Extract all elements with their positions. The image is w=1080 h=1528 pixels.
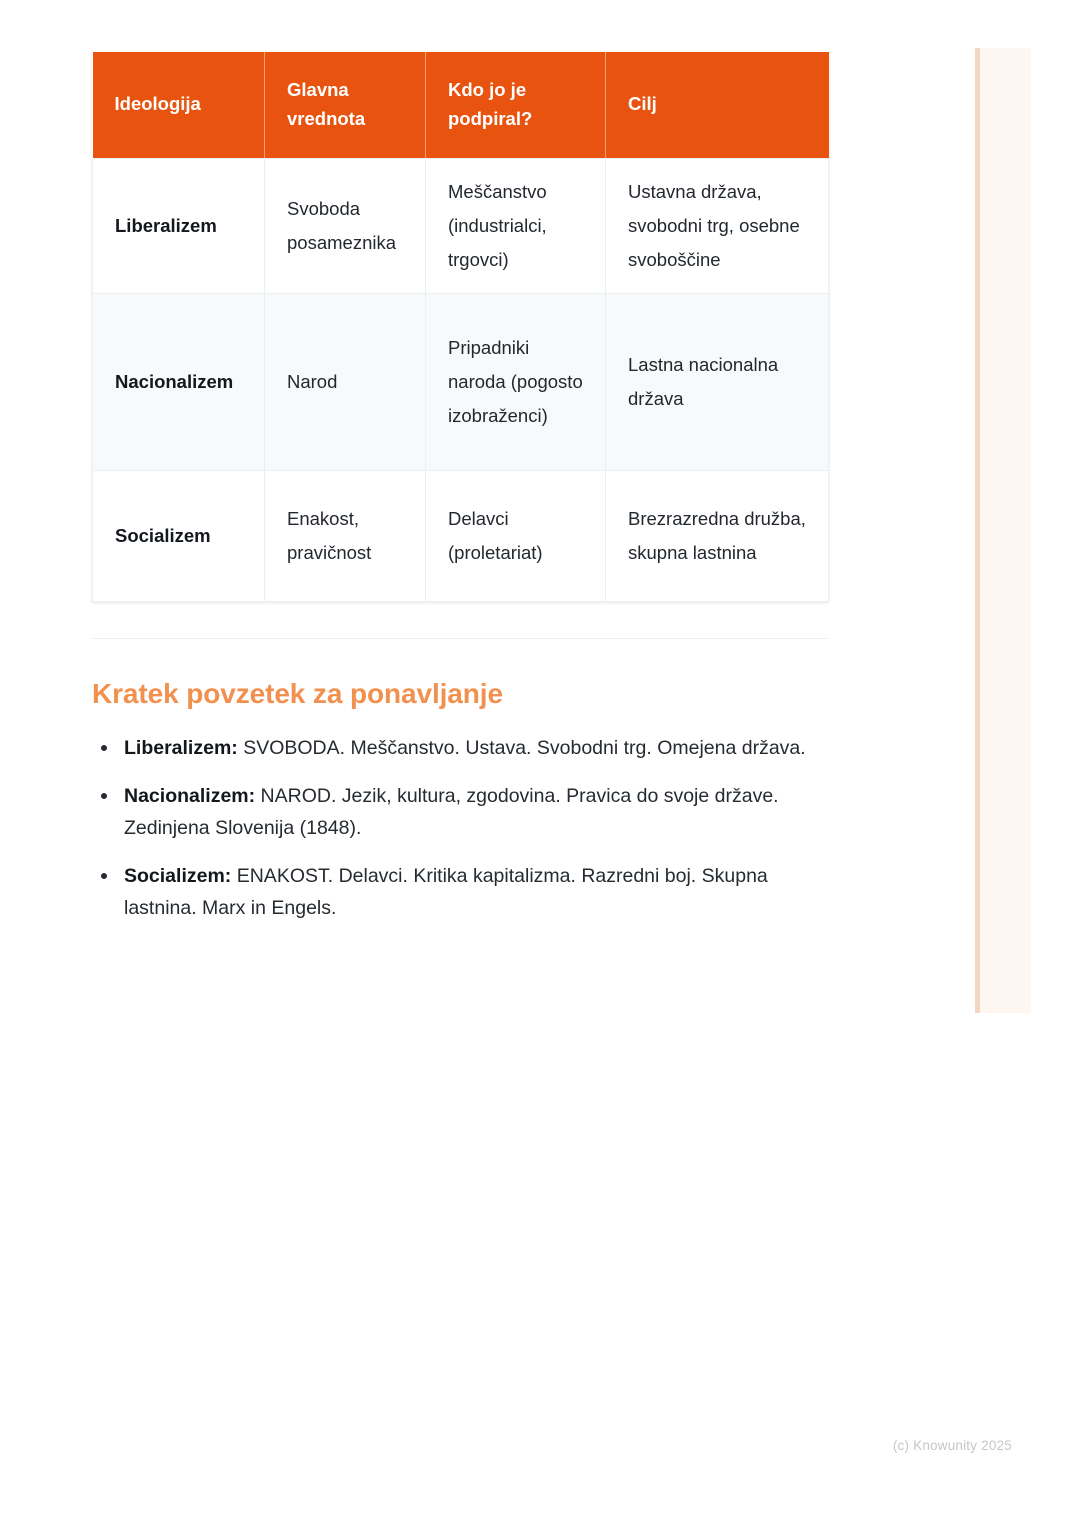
section-divider xyxy=(92,638,828,639)
list-item-text: SVOBODA. Meščanstvo. Ustava. Svobodni trg. Omejena država. xyxy=(243,736,806,759)
table-row xyxy=(93,471,829,602)
right-side-panel xyxy=(975,48,1031,1013)
column-header-kdo-jo-je-podpiral: Kdo jo je podpiral? xyxy=(426,52,606,158)
cell-cilj: Brezrazredna družba, skupna lastnina xyxy=(606,471,829,602)
cell-vrednota: Svoboda posameznika xyxy=(265,158,426,294)
bullet-icon xyxy=(101,745,107,751)
table-body xyxy=(93,158,829,602)
list-item-lead: Socializem: xyxy=(124,865,237,888)
column-header-cilj: Cilj xyxy=(606,52,829,158)
cell-podporniki: Pripadniki naroda (pogosto izobraženci) xyxy=(426,294,606,471)
bullet-icon xyxy=(101,873,107,879)
column-header-ideologija: Ideologija xyxy=(93,52,265,158)
bullet-icon xyxy=(101,793,107,799)
cell-podporniki: Meščanstvo (industrialci, trgovci) xyxy=(426,158,606,294)
table-header xyxy=(93,52,829,158)
table-header-row xyxy=(93,52,829,158)
cell-ideologija: Socializem xyxy=(93,471,265,602)
list-item-text: ENAKOST. Delavci. Kritika kapitalizma. Razredni boj. Skupna lastnina. Marx in Engels. xyxy=(124,865,768,920)
list-item-lead: Nacionalizem: xyxy=(124,785,261,808)
cell-cilj: Ustavna država, svobodni trg, osebne svoboščine xyxy=(606,158,829,294)
summary-heading: Kratek povzetek za ponavljanje xyxy=(92,678,503,710)
copyright-watermark: (c) Knowunity 2025 xyxy=(892,1438,1012,1453)
summary-list xyxy=(92,733,828,925)
ideologies-comparison-table xyxy=(92,52,829,602)
document-content xyxy=(92,0,828,925)
cell-vrednota: Enakost, pravičnost xyxy=(265,471,426,602)
table-row xyxy=(93,158,829,294)
table-row xyxy=(93,294,829,471)
list-item xyxy=(92,861,828,924)
cell-vrednota: Narod xyxy=(265,294,426,471)
list-item xyxy=(92,733,828,765)
list-item-text: NAROD. Jezik, kultura, zgodovina. Pravica do svoje države. Zedinjena Slovenija (1848). xyxy=(124,785,779,839)
cell-cilj: Lastna nacionalna država xyxy=(606,294,829,471)
cell-ideologija: Nacionalizem xyxy=(93,294,265,471)
column-header-glavna-vrednota: Glavna vrednota xyxy=(265,52,426,158)
list-item-lead: Liberalizem: xyxy=(124,736,244,759)
list-item xyxy=(92,781,828,844)
cell-ideologija: Liberalizem xyxy=(93,158,265,294)
cell-podporniki: Delavci (proletariat) xyxy=(426,471,606,602)
